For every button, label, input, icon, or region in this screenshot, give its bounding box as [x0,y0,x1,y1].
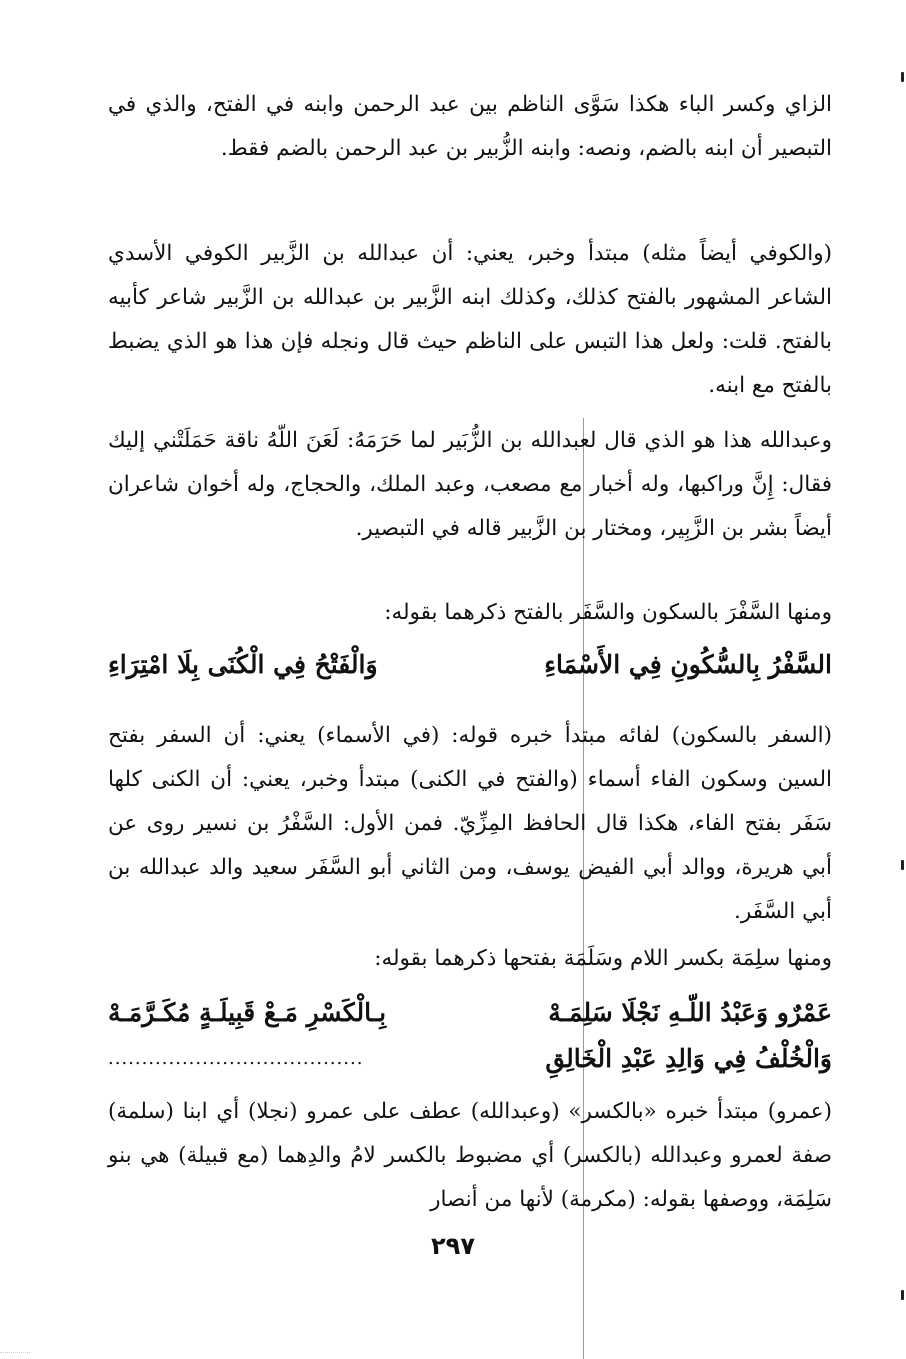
verse-1 [108,642,832,688]
edge-mark [901,860,904,870]
paragraph-5: (عمرو) مبتدأ خبره «بالكسر» (وعبدالله) عطف على عمرو (نجلا) أي ابنا (سلمة) صفة لعمرو وعبدالله (بالكسر) أي مضبوط بالكسر لامُ والدِهما (مع قبيلة) هي بنو سَلِمَة، ووصفها بقوله: (مكرمة) لأنها من أنصار [108,1099,832,1212]
verse-2 [108,990,832,1082]
corner-mark [0,1352,30,1357]
edge-mark [901,1290,904,1300]
hemistich-left: وَالْفَتْحُ فِي الْكُنَى بِلَا امْتِرَاءِ [108,650,378,679]
verse-line [108,990,832,1036]
page-number: ٢٩٧ [431,1232,475,1260]
paragraph-2: (والكوفي أيضاً مثله) مبتدأ وخبر، يعني: أن عبدالله بن الزَّبير الكوفي الأسدي الشاعر المشهور بالفتح كذلك، وكذلك ابنه الزَّبير بن عبدالله بن الزَّبير شاعر كأبيه بالفتح. قلت: ولعل هذا التبس على الناظم حيث قال ونجله فإن هذا هو الذي يضبط بالفتح مع ابنه. [108,241,832,398]
paragraph-4: (السفر بالسكون) لفائه مبتدأ خبره قوله: (في الأسماء) يعني: أن السفر بفتح السين وسكون الفاء أسماء (والفتح في الكنى) مبتدأ وخبر، يعني: أن الكنى كلها سَفَر بفتح الفاء، هكذا قال الحافظ المِزِّيّ. فمن الأول: السَّفْرُ بن نسير روى عن أبي هريرة، ووالد أبي الفيض يوسف، ومن الثاني أبو السَّفَر سعيد والد عبدالله بن أبي السَّفَر. [108,723,832,924]
hemistich-right: عَمْرٌو وَعَبْدُ اللّـهِ نَجْلَا سَلِمَـهْ [548,998,832,1027]
edge-mark [901,72,904,82]
hemistich-right: السَّفْرُ بِالسُّكُونِ فِي الأَسْمَاءِ [544,650,832,679]
hemistich-left-ellipsis: ...................................... [108,1048,364,1069]
verse-intro-1: ومنها السَّفْرَ بالسكون والسَّفَر بالفتح ذكرهما بقوله: [384,600,832,625]
verse-line [108,1036,832,1082]
paragraph-3: وعبدالله هذا هو الذي قال لعبدالله بن الزُّبَير لما حَرَمَهُ: لَعَنَ اللّهُ ناقة حَمَلَتْني إليك فقال: إِنَّ وراكبها، وله أخبار مع مصعب، وعبد الملك، والحجاج، وله أخوان شاعران أيضاً بشر بن الزَّبِير، ومختار بن الزَّبير قاله في التبصير. [108,428,832,541]
hemistich-right: وَالْخُلْفُ فِي وَالِدِ عَبْدِ الْخَالِقِ [545,1044,832,1073]
verse-line [108,642,832,688]
paragraph-1: الزاي وكسر الباء هكذا سَوَّى الناظم بين عبد الرحمن وابنه في الفتح، والذي في التبصير أن ابنه بالضم، ونصه: وابنه الزُّبير بن عبد الرحمن بالضم فقط. [108,92,832,161]
verse-intro-2: ومنها سلِمَة بكسر اللام وسَلَمَة بفتحها ذكرهما بقوله: [374,946,832,971]
hemistich-left: بِـالْكَسْرِ مَـعْ قَبِيلَـةٍ مُكَـرَّمَـهْ [108,998,387,1027]
